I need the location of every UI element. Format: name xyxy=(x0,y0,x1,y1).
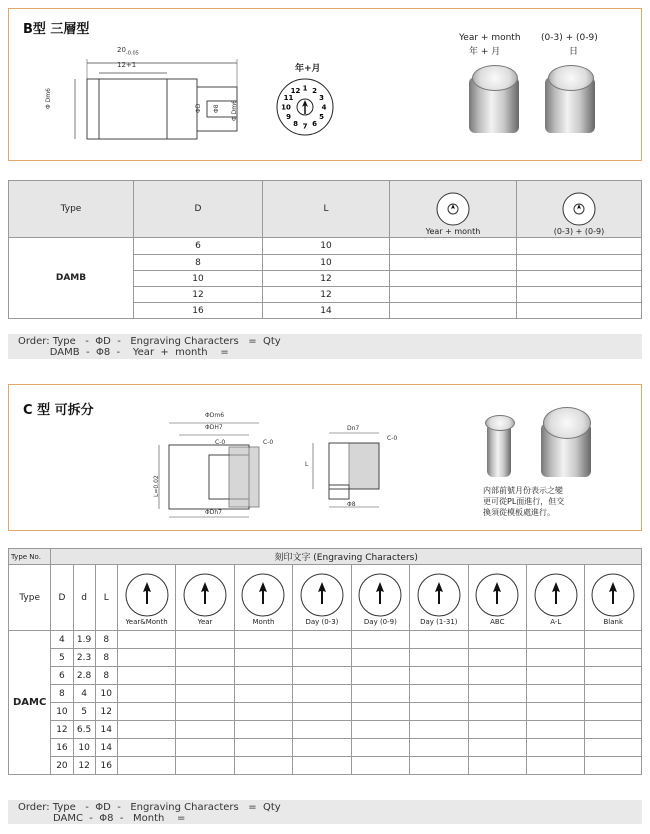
section-b-drawing xyxy=(57,49,257,149)
table-c-cell[interactable] xyxy=(117,739,175,757)
header-icon-year-month xyxy=(390,181,517,238)
char-col-label: Day (0-3) xyxy=(305,617,339,626)
table-c-cell[interactable] xyxy=(410,757,468,775)
engraving-dial-icon xyxy=(357,572,403,618)
dim-dh-label: Φ Dm6 xyxy=(231,100,238,121)
table-c-d: 4 xyxy=(73,685,95,703)
table-b-cell[interactable] xyxy=(390,238,517,255)
table-c-cell[interactable] xyxy=(585,721,642,739)
dim-12-label: 12+1 xyxy=(117,61,137,69)
table-c-cell[interactable] xyxy=(117,649,175,667)
table-c-cell[interactable] xyxy=(234,649,292,667)
dial-icon-day xyxy=(561,191,597,227)
caption-year-month: Year + month xyxy=(459,33,521,43)
table-b-cell[interactable] xyxy=(517,287,642,303)
dial-number: 11 xyxy=(283,94,294,102)
table-c-d: 2.3 xyxy=(73,649,95,667)
char-col-label: Day (0-9) xyxy=(363,617,397,626)
table-c-cell[interactable] xyxy=(351,631,409,649)
header-type: Type xyxy=(9,565,51,631)
table-c-cell[interactable] xyxy=(468,649,526,667)
table-b-l: 10 xyxy=(263,255,390,271)
product-top-day xyxy=(548,65,594,91)
dial-label: 年+月 xyxy=(295,64,321,74)
table-c-cell[interactable] xyxy=(117,631,175,649)
dial-number: 12 xyxy=(290,87,301,95)
table-c-cell[interactable] xyxy=(585,757,642,775)
table-c-cell[interactable] xyxy=(410,667,468,685)
order-c xyxy=(8,800,642,824)
engraving-dial-icon xyxy=(182,572,228,618)
type-damb: DAMB xyxy=(9,238,134,319)
table-b xyxy=(8,180,642,319)
dim-d1-label: ΦD xyxy=(195,103,202,113)
engraving-dial-icon xyxy=(124,572,170,618)
section-b-title: B型 三層型 xyxy=(23,22,90,37)
section-c-drawing-left xyxy=(149,405,289,525)
dial-number: 3 xyxy=(319,94,324,102)
table-c-cell[interactable] xyxy=(468,757,526,775)
table-c-cell[interactable] xyxy=(117,703,175,721)
table-c-cell[interactable] xyxy=(527,649,585,667)
table-c-cell[interactable] xyxy=(117,667,175,685)
table-c-cell[interactable] xyxy=(351,703,409,721)
table-c-cell[interactable] xyxy=(468,703,526,721)
table-b-d: 10 xyxy=(134,271,263,287)
dim-20-tol: -0.05 xyxy=(125,50,139,57)
table-c-d: 6.5 xyxy=(73,721,95,739)
table-c-cell[interactable] xyxy=(176,685,234,703)
table-c-cell[interactable] xyxy=(527,739,585,757)
table-c-l: 16 xyxy=(95,757,117,775)
table-c-cell[interactable] xyxy=(585,649,642,667)
table-c-cell[interactable] xyxy=(234,685,292,703)
table-c-cell[interactable] xyxy=(351,739,409,757)
table-c-cell[interactable] xyxy=(234,703,292,721)
engraving-dial-icon xyxy=(299,572,345,618)
dim-l-tol: L=0.02 xyxy=(153,475,160,497)
table-c-l: 8 xyxy=(95,631,117,649)
table-c-cell[interactable] xyxy=(585,703,642,721)
table-c-d: 2.8 xyxy=(73,667,95,685)
table-c-cell[interactable] xyxy=(351,649,409,667)
table-c-cell[interactable] xyxy=(293,667,351,685)
dim-dn7: Dn7 xyxy=(347,425,360,432)
table-b-cell[interactable] xyxy=(517,303,642,319)
dim-c0: C-0 xyxy=(215,439,226,446)
table-c-cell[interactable] xyxy=(410,721,468,739)
char-col-day-0-9 xyxy=(351,565,409,631)
product-body-top xyxy=(543,407,591,439)
engraving-dial-icon xyxy=(533,572,579,618)
table-c-cell[interactable] xyxy=(410,685,468,703)
table-c-cell[interactable] xyxy=(293,703,351,721)
header-small-d: d xyxy=(73,565,95,631)
header-type: Type xyxy=(9,181,134,238)
product-top-year-month xyxy=(472,65,518,91)
table-c-cell[interactable] xyxy=(234,667,292,685)
char-col-a-l xyxy=(527,565,585,631)
order-b-line1: Order: Type - ΦD - Engraving Characters = Qty xyxy=(18,336,281,347)
table-c-cell[interactable] xyxy=(293,721,351,739)
table-b-cell[interactable] xyxy=(517,271,642,287)
dim-dh7: ΦDH7 xyxy=(205,424,223,431)
table-b-d: 16 xyxy=(134,303,263,319)
table-c-cell[interactable] xyxy=(234,721,292,739)
table-b-cell[interactable] xyxy=(517,255,642,271)
table-c-l: 12 xyxy=(95,703,117,721)
table-c-cell[interactable] xyxy=(351,685,409,703)
dial-number: 7 xyxy=(302,122,308,131)
caption-icon-year-month: Year + month xyxy=(425,227,481,236)
engraving-dial-icon xyxy=(474,572,520,618)
table-b-cell[interactable] xyxy=(390,303,517,319)
engraving-dial-icon xyxy=(590,572,636,618)
table-c-cell[interactable] xyxy=(410,703,468,721)
disassembly-note xyxy=(483,485,564,518)
char-col-year xyxy=(176,565,234,631)
table-c-cell[interactable] xyxy=(176,703,234,721)
product-photo-detachable-pin xyxy=(487,423,511,477)
table-c-cell[interactable] xyxy=(176,739,234,757)
table-c-cell[interactable] xyxy=(234,757,292,775)
table-c-cell[interactable] xyxy=(468,631,526,649)
header-d: D xyxy=(134,181,263,238)
table-b-cell[interactable] xyxy=(390,255,517,271)
dial-number: 10 xyxy=(281,103,291,112)
table-c-d: 5 xyxy=(51,649,73,667)
table-c-cell[interactable] xyxy=(293,685,351,703)
table-c-cell[interactable] xyxy=(351,721,409,739)
table-c-cell[interactable] xyxy=(410,631,468,649)
header-l: L xyxy=(263,181,390,238)
table-c-cell[interactable] xyxy=(410,649,468,667)
year-month-dial xyxy=(275,77,335,137)
table-b-cell[interactable] xyxy=(390,287,517,303)
table-c-cell[interactable] xyxy=(527,631,585,649)
table-c-cell[interactable] xyxy=(176,649,234,667)
order-b-line2: DAMB - Φ8 - Year + month = xyxy=(18,347,229,358)
table-c-d: 1.9 xyxy=(73,631,95,649)
table-b-l: 10 xyxy=(263,238,390,255)
caption-year-month-cn: 年 + 月 xyxy=(469,47,501,57)
product-pin-head xyxy=(485,415,515,431)
dim-phi8: Φ8 xyxy=(347,501,356,508)
table-c-cell[interactable] xyxy=(468,667,526,685)
table-c-cell[interactable] xyxy=(410,739,468,757)
table-c-d: 5 xyxy=(73,703,95,721)
table-c-cell[interactable] xyxy=(527,757,585,775)
header-icon-day xyxy=(517,181,642,238)
char-col-label: Year xyxy=(197,617,213,626)
table-c-cell[interactable] xyxy=(527,703,585,721)
table-b-l: 14 xyxy=(263,303,390,319)
table-c-cell[interactable] xyxy=(527,685,585,703)
dial-number: 1 xyxy=(302,84,308,93)
table-c-d: 12 xyxy=(73,757,95,775)
table-c-cell[interactable] xyxy=(176,631,234,649)
table-c-cell[interactable] xyxy=(293,649,351,667)
table-c-cell[interactable] xyxy=(527,667,585,685)
table-c-l: 14 xyxy=(95,721,117,739)
table-c xyxy=(8,548,642,775)
table-b-d: 6 xyxy=(134,238,263,255)
note-line-3: 換須從模板處進行。 xyxy=(483,508,555,517)
table-c-cell[interactable] xyxy=(117,721,175,739)
table-b-cell[interactable] xyxy=(517,238,642,255)
dial-icon-year-month xyxy=(435,191,471,227)
engraving-group-header: 刻印文字 (Engraving Characters) xyxy=(51,549,642,565)
engraving-dial-icon xyxy=(416,572,462,618)
table-c-l: 8 xyxy=(95,667,117,685)
table-b-cell[interactable] xyxy=(390,271,517,287)
type-damc: DAMC xyxy=(9,631,51,775)
table-c-l: 8 xyxy=(95,649,117,667)
table-c-d: 8 xyxy=(51,685,73,703)
char-col-label: A-L xyxy=(550,617,562,626)
char-col-label: Blank xyxy=(603,617,623,626)
dim-c0c: C-0 xyxy=(387,435,398,442)
char-col-label: Day (1-31) xyxy=(420,617,458,626)
table-c-d: 6 xyxy=(51,667,73,685)
table-c-cell[interactable] xyxy=(468,685,526,703)
caption-icon-day: (0-3) + (0-9) xyxy=(553,227,605,236)
table-c-cell[interactable] xyxy=(351,757,409,775)
dial-number: 4 xyxy=(321,103,327,112)
table-c-cell[interactable] xyxy=(117,685,175,703)
table-c-cell[interactable] xyxy=(176,667,234,685)
table-c-cell[interactable] xyxy=(176,757,234,775)
table-c-cell[interactable] xyxy=(468,739,526,757)
table-c-cell[interactable] xyxy=(468,721,526,739)
table-c-d: 12 xyxy=(51,721,73,739)
char-col-day-1-31 xyxy=(410,565,468,631)
engraving-dial-icon xyxy=(240,572,286,618)
dim-l2: L xyxy=(305,461,309,468)
note-line-2: 更可從PL面進行，但交 xyxy=(483,497,565,506)
table-c-d: 10 xyxy=(73,739,95,757)
table-c-cell[interactable] xyxy=(234,631,292,649)
table-c-l: 14 xyxy=(95,739,117,757)
section-b-panel xyxy=(8,8,642,161)
char-col-day-0-3 xyxy=(293,565,351,631)
header-l: L xyxy=(95,565,117,631)
table-c-cell[interactable] xyxy=(585,667,642,685)
table-b-l: 12 xyxy=(263,287,390,303)
table-c-d: 16 xyxy=(51,739,73,757)
header-big-d: D xyxy=(51,565,73,631)
table-c-cell[interactable] xyxy=(293,631,351,649)
table-c-cell[interactable] xyxy=(117,757,175,775)
table-c-cell[interactable] xyxy=(527,721,585,739)
dim-dh7b: ΦDh7 xyxy=(205,509,222,516)
dim-20-label: 20 xyxy=(117,46,126,54)
note-line-1: 内部前號月份表示之變 xyxy=(483,486,563,495)
order-c-line2: DAMC - Φ8 - Month = xyxy=(18,813,186,824)
char-col-label: Year&Month xyxy=(125,617,168,626)
table-b-d: 8 xyxy=(134,255,263,271)
caption-day-range: (0-3) + (0-9) xyxy=(541,33,598,43)
table-c-cell[interactable] xyxy=(585,631,642,649)
char-col-year-month xyxy=(117,565,175,631)
char-col-blank xyxy=(585,565,642,631)
section-c-title: C 型 可拆分 xyxy=(23,403,94,418)
table-c-cell[interactable] xyxy=(585,685,642,703)
dial-number: 2 xyxy=(312,87,317,95)
table-c-cell[interactable] xyxy=(351,667,409,685)
section-c-panel xyxy=(8,384,642,531)
table-c-d: 20 xyxy=(51,757,73,775)
table-c-cell[interactable] xyxy=(585,739,642,757)
dial-number: 6 xyxy=(312,120,317,128)
dim-d8-label: Φ8 xyxy=(213,104,220,113)
char-col-month xyxy=(234,565,292,631)
dial-number: 9 xyxy=(286,113,291,121)
dial-number: 8 xyxy=(293,120,298,128)
table-c-d: 10 xyxy=(51,703,73,721)
char-col-abc xyxy=(468,565,526,631)
table-c-cell[interactable] xyxy=(293,757,351,775)
table-c-d: 4 xyxy=(51,631,73,649)
table-c-cell[interactable] xyxy=(293,739,351,757)
order-c-line1: Order: Type - ΦD - Engraving Characters = Qty xyxy=(18,802,281,813)
table-c-cell[interactable] xyxy=(176,721,234,739)
dim-dm-label: Φ Dm6 xyxy=(45,88,52,109)
dial-number: 5 xyxy=(319,113,324,121)
table-c-cell[interactable] xyxy=(234,739,292,757)
dim-dm6: ΦDm6 xyxy=(205,412,225,419)
caption-day-cn: 日 xyxy=(569,47,579,57)
table-b-l: 12 xyxy=(263,271,390,287)
dim-c0b: C-0 xyxy=(263,439,274,446)
char-col-label: Month xyxy=(252,617,275,626)
order-b xyxy=(8,334,642,359)
type-no-label: Type No. xyxy=(9,549,51,565)
table-c-l: 10 xyxy=(95,685,117,703)
table-b-d: 12 xyxy=(134,287,263,303)
char-col-label: ABC xyxy=(490,617,505,626)
